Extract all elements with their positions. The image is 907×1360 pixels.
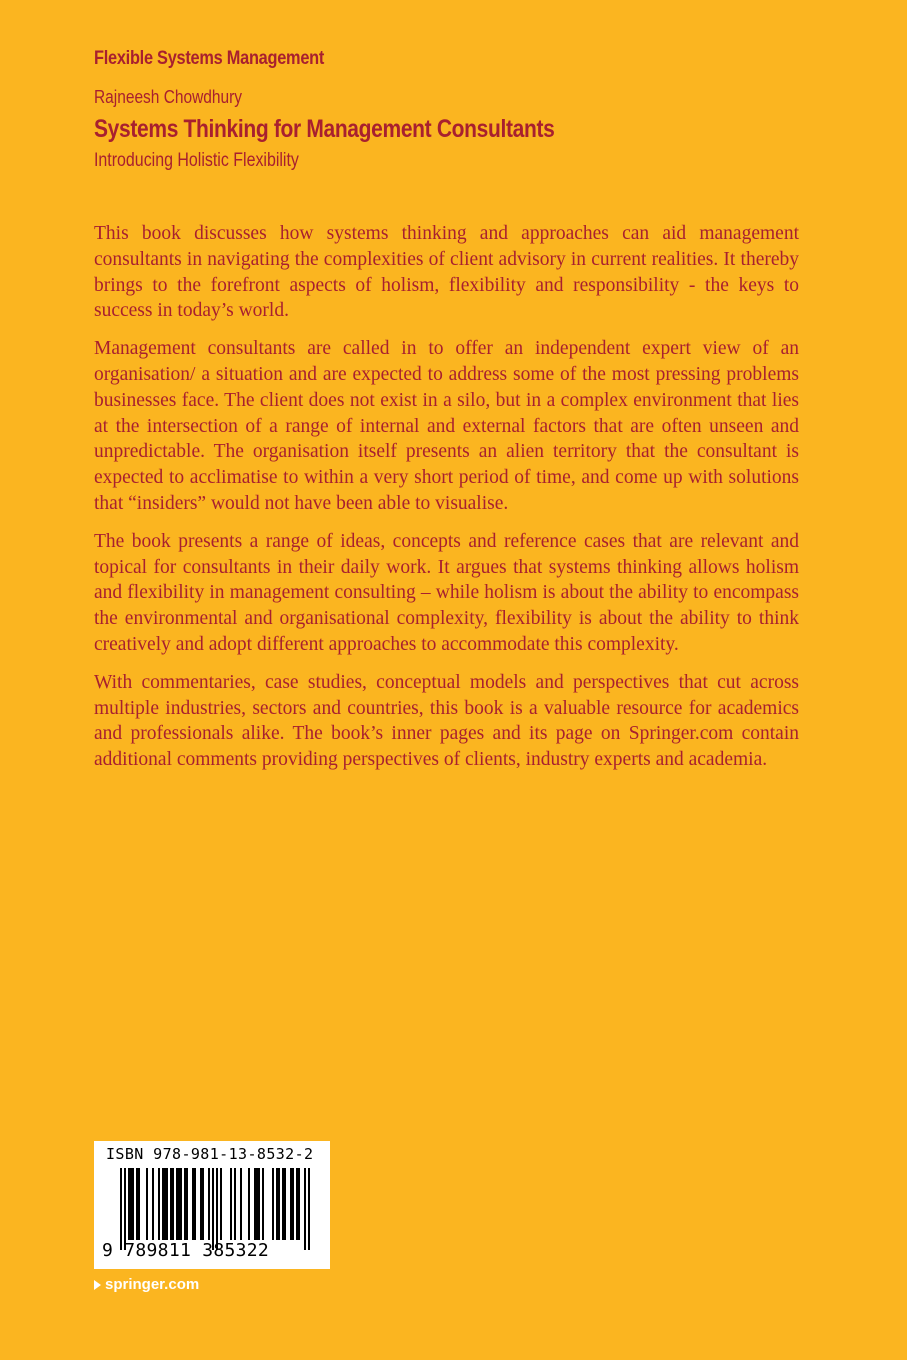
barcode-bar bbox=[220, 1168, 222, 1240]
author-name: Rajneesh Chowdhury bbox=[94, 87, 243, 107]
isbn-barcode bbox=[94, 1141, 330, 1269]
barcode-bar bbox=[136, 1168, 138, 1240]
triangle-arrow-icon bbox=[94, 1280, 101, 1290]
blurb-paragraph: This book discusses how systems thinking and approaches can aid management consultants in navigating the complexities of client advisory in current realities. It thereby brings to the forefront aspects of holism, flexibility and responsibility - the keys to success in today’s world. bbox=[94, 223, 799, 322]
blurb-paragraph: The book presents a range of ideas, concepts and reference cases that are relevant and topical for consultants in their daily work. It argues that systems thinking allows holism and flexibility in management consulting – while holism is about the ability to encompass the environmental and organisational complexity, flexibility is about the ability to think creatively and adopt different approaches to accommodate this complexity. bbox=[94, 530, 799, 655]
barcode-bar bbox=[208, 1168, 210, 1240]
barcode-bar bbox=[230, 1168, 232, 1240]
barcode-bar bbox=[308, 1168, 310, 1250]
barcode-bar bbox=[158, 1168, 160, 1240]
barcode-bar bbox=[120, 1168, 122, 1250]
barcode-bar bbox=[164, 1168, 166, 1240]
barcode-bar bbox=[124, 1168, 126, 1250]
barcode-bar bbox=[146, 1168, 148, 1240]
barcode-bar bbox=[256, 1168, 258, 1240]
barcode-bar bbox=[262, 1168, 264, 1240]
barcode-bar bbox=[152, 1168, 154, 1240]
barcode-bar bbox=[304, 1168, 306, 1250]
barcode-bar bbox=[130, 1168, 132, 1240]
barcode-bar bbox=[296, 1168, 298, 1240]
barcode-bar bbox=[254, 1168, 256, 1240]
barcode-bar bbox=[166, 1168, 168, 1240]
barcode-bar bbox=[132, 1168, 134, 1240]
barcode-bar bbox=[292, 1168, 294, 1240]
barcode-bar bbox=[184, 1168, 186, 1240]
barcode-bar bbox=[138, 1168, 140, 1240]
barcode-bar bbox=[278, 1168, 280, 1240]
barcode-bar bbox=[202, 1168, 204, 1240]
blurb bbox=[94, 221, 799, 785]
barcode-bar bbox=[290, 1168, 292, 1240]
barcode-bar bbox=[298, 1168, 300, 1240]
barcode-bar bbox=[216, 1168, 218, 1250]
barcode-bar bbox=[128, 1168, 130, 1240]
barcode-bar bbox=[180, 1168, 182, 1240]
blurb-paragraph: Management consultants are called in to offer an independent expert view of an organisation/ a situation and are expected to address some of the most pressing problems businesses face. The client does not exist in a silo, but in a complex environment that lies at the intersection of a range of internal and external factors that are often unseen and unpredictable. The organisation itself presents an alien territory that the consultant is expected to acclimatise to within a very short period of time, and come up with solutions that “insiders” would not have been able to visualise. bbox=[94, 338, 799, 514]
barcode-bar bbox=[272, 1168, 274, 1240]
springer-link-label: springer.com bbox=[105, 1276, 200, 1293]
barcode-bar bbox=[282, 1168, 284, 1240]
barcode-bar bbox=[234, 1168, 236, 1240]
series-title: Flexible Systems Management bbox=[94, 48, 325, 69]
barcode-bar bbox=[248, 1168, 250, 1240]
barcode-bar bbox=[186, 1168, 188, 1240]
barcode-bar bbox=[192, 1168, 194, 1240]
barcode-bar bbox=[172, 1168, 174, 1240]
blurb-paragraph: With commentaries, case studies, conceptual models and perspectives that cut across multiple industries, sectors and countries, this book is a valuable resource for academics and professionals alike. The book’s inner pages and its page on Springer.com contain additional comments providing perspectives of clients, industry experts and academia. bbox=[94, 671, 799, 771]
barcode-bar bbox=[276, 1168, 278, 1240]
isbn-label: ISBN 978-981-13-8532-2 bbox=[106, 1145, 314, 1163]
barcode-bar bbox=[200, 1168, 202, 1240]
barcode-digits: 9 789811 385322 bbox=[102, 1240, 270, 1261]
barcode-bar bbox=[170, 1168, 172, 1240]
barcode-bar bbox=[212, 1168, 214, 1250]
book-subtitle: Introducing Holistic Flexibility bbox=[94, 150, 299, 171]
book-title: Systems Thinking for Management Consultants bbox=[94, 115, 555, 143]
barcode-bar bbox=[240, 1168, 242, 1240]
barcode-bar bbox=[284, 1168, 286, 1240]
barcode-bar bbox=[176, 1168, 178, 1240]
barcode-bar bbox=[178, 1168, 180, 1240]
springer-link[interactable] bbox=[94, 1276, 199, 1293]
barcode-bar bbox=[162, 1168, 164, 1240]
barcode-bar bbox=[258, 1168, 260, 1240]
barcode-bar bbox=[194, 1168, 196, 1240]
